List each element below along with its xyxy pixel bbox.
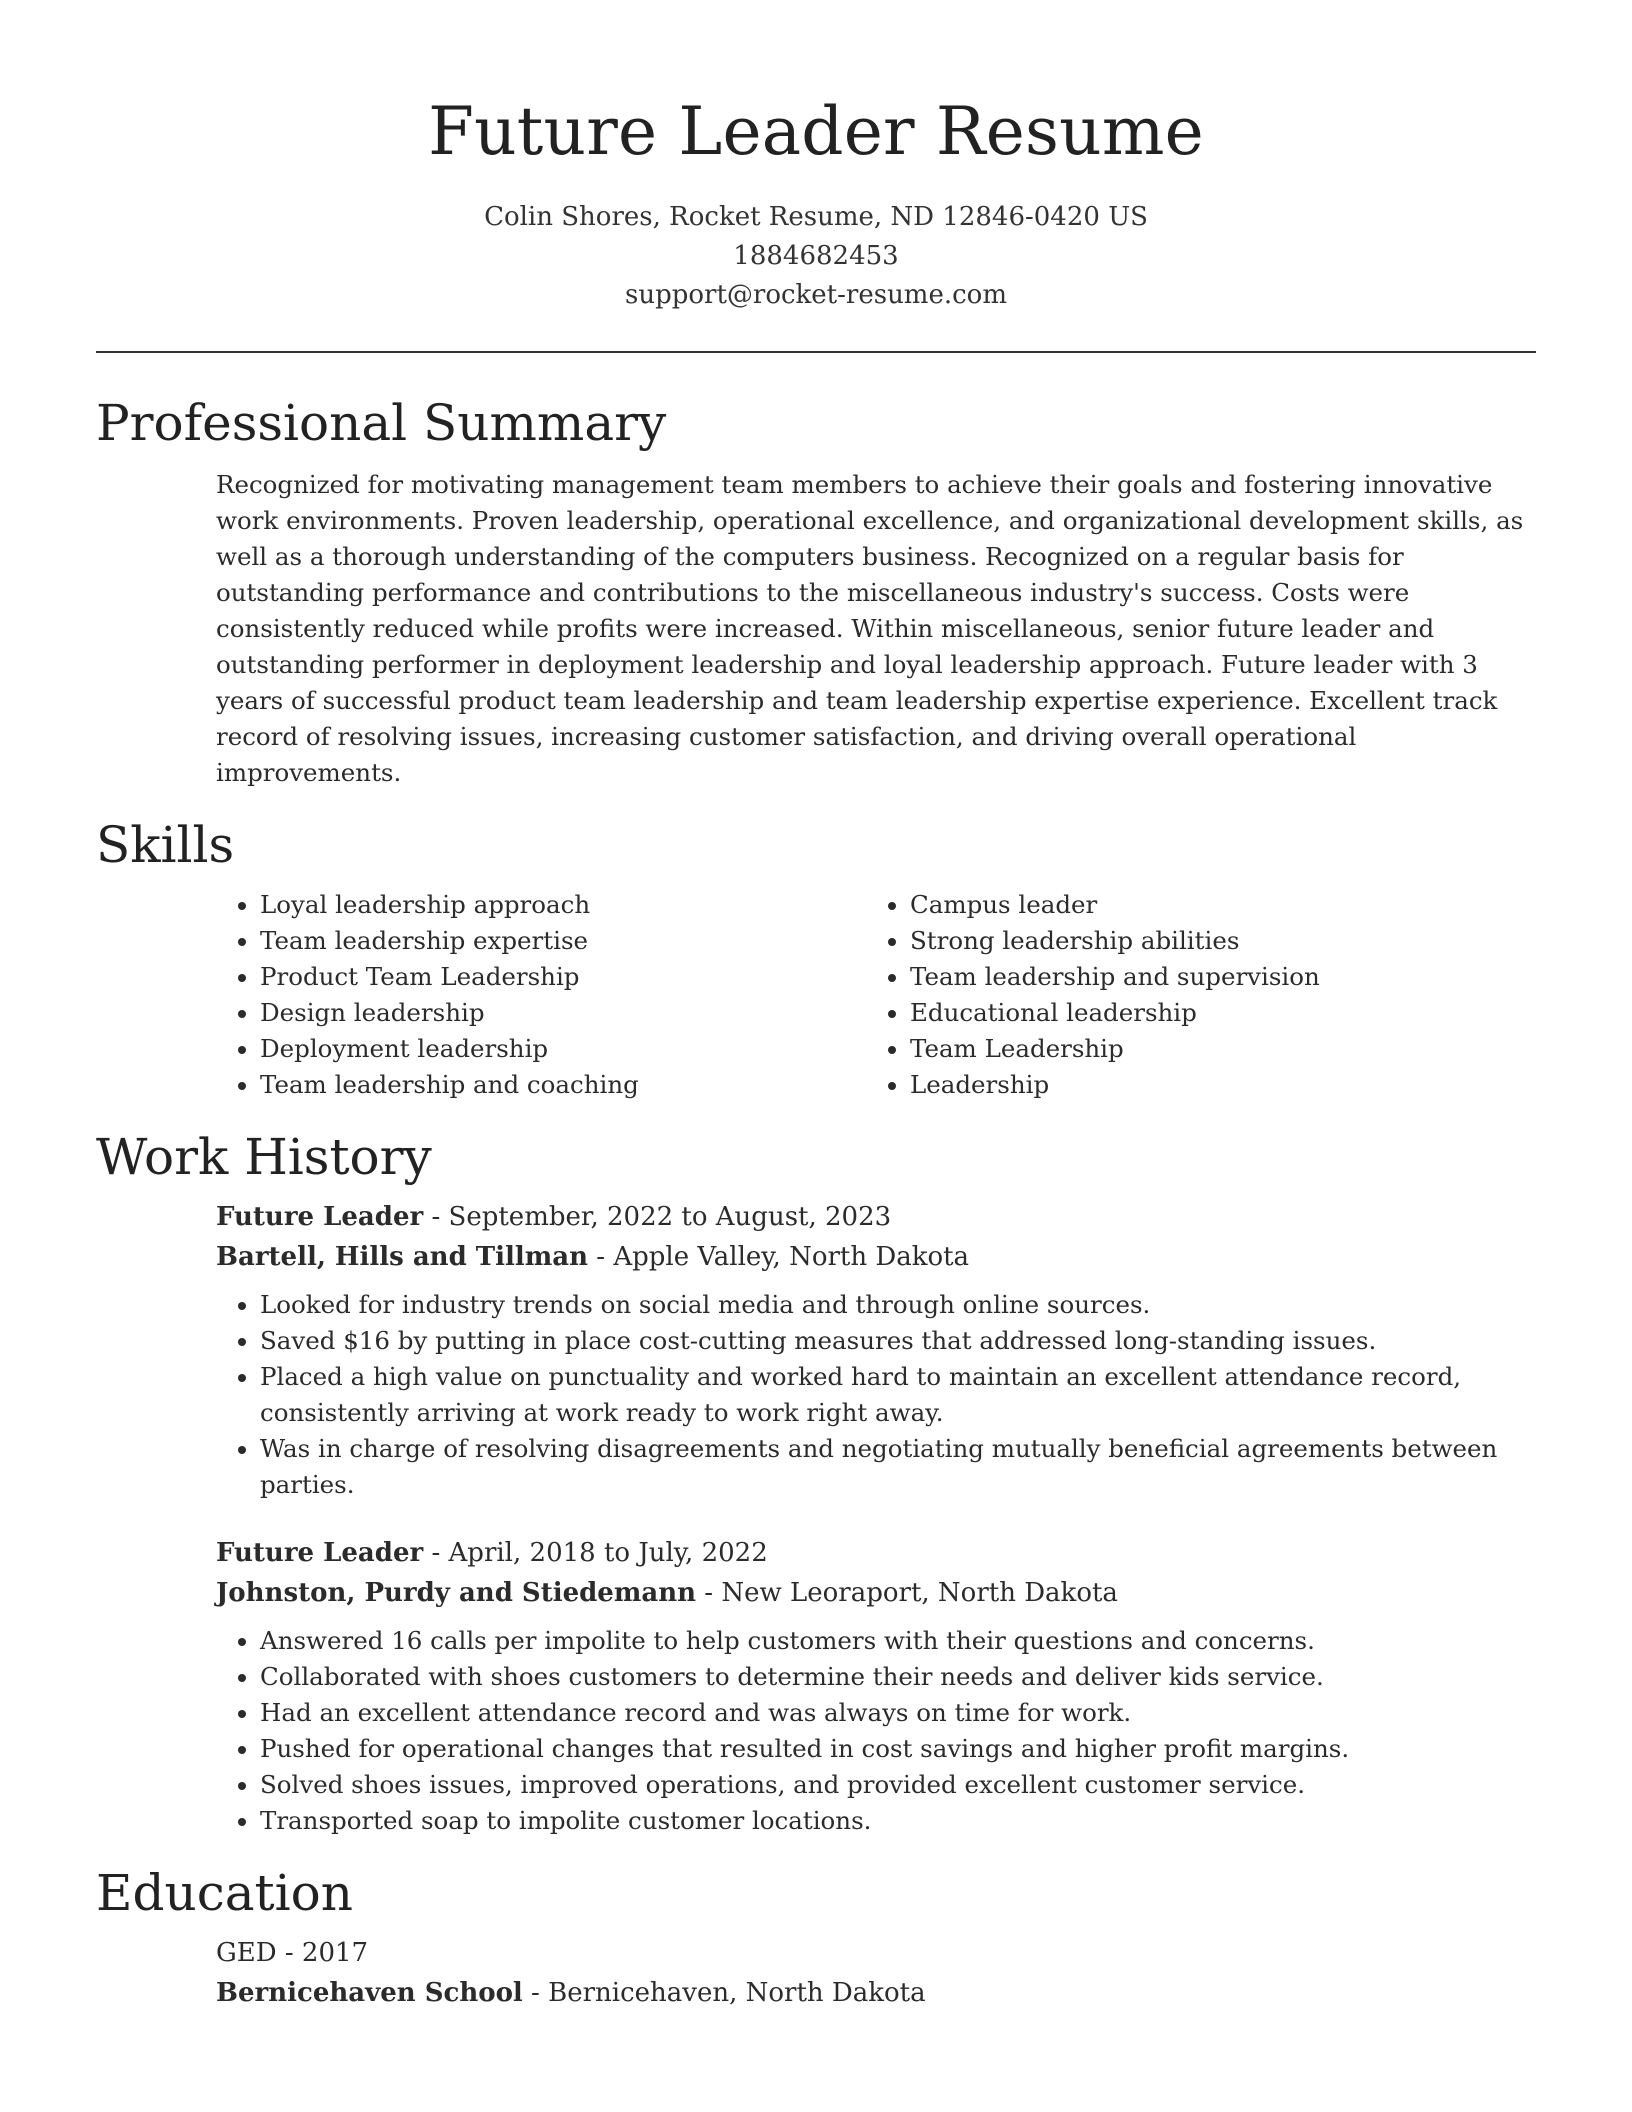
job-role: Future Leader xyxy=(216,1538,424,1568)
contact-phone: 1884682453 xyxy=(733,241,899,271)
job-bullet: • Was in charge of resolving disagreements and negotiating mutually beneficial agreements between parties. xyxy=(260,1431,1536,1503)
contact-info xyxy=(96,198,1536,315)
skill-item: • Deployment leadership xyxy=(260,1031,866,1067)
job-location: - New Leoraport, North Dakota xyxy=(696,1578,1118,1608)
job-bullets xyxy=(216,1623,1536,1839)
job-dates: - September, 2022 to August, 2023 xyxy=(423,1202,892,1232)
skills-list-left xyxy=(216,887,866,1103)
education-section xyxy=(96,1861,1536,2013)
skill-item: • Product Team Leadership xyxy=(260,959,866,995)
skill-item: • Strong leadership abilities xyxy=(910,923,1516,959)
skill-item: • Educational leadership xyxy=(910,995,1516,1031)
job-bullet: • Collaborated with shoes customers to determine their needs and deliver kids service. xyxy=(260,1659,1536,1695)
skills-section xyxy=(96,813,1536,1103)
job-bullet: • Solved shoes issues, improved operations, and provided excellent customer service. xyxy=(260,1767,1536,1803)
education-year: - 2017 xyxy=(276,1938,369,1968)
work-heading: Work History xyxy=(96,1128,432,1186)
job-entry xyxy=(216,1197,1536,1503)
job-title-line xyxy=(216,1197,1536,1237)
job-company-line xyxy=(216,1237,1536,1277)
summary-body xyxy=(216,467,1536,791)
job-bullet: • Looked for industry trends on social media and through online sources. xyxy=(260,1287,1536,1323)
job-bullet: • Answered 16 calls per impolite to help customers with their questions and concerns. xyxy=(260,1623,1536,1659)
job-bullet: • Had an excellent attendance record and was always on time for work. xyxy=(260,1695,1536,1731)
job-bullet: • Transported soap to impolite customer locations. xyxy=(260,1803,1536,1839)
job-company: Johnston, Purdy and Stiedemann xyxy=(216,1578,697,1608)
skill-item: • Loyal leadership approach xyxy=(260,887,866,923)
job-bullets xyxy=(216,1287,1536,1503)
contact-email: support@rocket-resume.com xyxy=(624,280,1007,310)
education-location: - Bernicehaven, North Dakota xyxy=(522,1978,926,2008)
education-degree: GED xyxy=(216,1938,277,1968)
skills-column-right xyxy=(866,887,1516,1103)
summary-heading: Professional Summary xyxy=(96,394,667,452)
education-degree-line xyxy=(216,1933,1536,1973)
job-company-line xyxy=(216,1573,1536,1613)
job-bullet: • Saved $16 by putting in place cost-cutting measures that addressed long-standing issues. xyxy=(260,1323,1536,1359)
education-school: Bernicehaven School xyxy=(216,1978,523,2008)
contact-address: Colin Shores, Rocket Resume, ND 12846-0420 US xyxy=(484,202,1148,232)
work-section xyxy=(96,1125,1536,1839)
resume-header xyxy=(96,90,1536,315)
job-entry xyxy=(216,1533,1536,1839)
education-entry xyxy=(216,1933,1536,2013)
summary-text: Recognized for motivating management team members to achieve their goals and fostering innovative work environments. Proven leadership, operational excellence, and organizational development skills, as well as a thorough understanding of the computers business. Recognized on a regular basis for outstanding performance and contributions to the miscellaneous industry's success. Costs were consistently reduced while profits were increased. Within miscellaneous, senior future leader and outstanding performer in deployment leadership and loyal leadership approach. Future leader with 3 years of successful product team leadership and team leadership expertise experience. Excellent track record of resolving issues, increasing customer satisfaction, and driving overall operational improvements. xyxy=(216,470,1524,787)
skill-item: • Campus leader xyxy=(910,887,1516,923)
header-divider xyxy=(96,351,1536,353)
skills-heading: Skills xyxy=(96,816,235,874)
job-title-line xyxy=(216,1533,1536,1573)
resume-title: Future Leader Resume xyxy=(428,93,1204,170)
job-bullet: • Pushed for operational changes that resulted in cost savings and higher profit margins. xyxy=(260,1731,1536,1767)
skill-item: • Team leadership and supervision xyxy=(910,959,1516,995)
skills-column-left xyxy=(216,887,866,1103)
skill-item: • Team Leadership xyxy=(910,1031,1516,1067)
job-dates: - April, 2018 to July, 2022 xyxy=(423,1538,768,1568)
skill-item: • Team leadership expertise xyxy=(260,923,866,959)
job-company: Bartell, Hills and Tillman xyxy=(216,1242,589,1272)
education-school-line xyxy=(216,1973,1536,2013)
job-role: Future Leader xyxy=(216,1202,424,1232)
summary-section xyxy=(96,391,1536,791)
skills-grid xyxy=(216,887,1536,1103)
job-location: - Apple Valley, North Dakota xyxy=(588,1242,970,1272)
skill-item: • Leadership xyxy=(910,1067,1516,1103)
education-heading: Education xyxy=(96,1864,353,1922)
job-bullet: • Placed a high value on punctuality and worked hard to maintain an excellent attendance record, consistently arriving at work ready to work right away. xyxy=(260,1359,1536,1431)
skill-item: • Team leadership and coaching xyxy=(260,1067,866,1103)
skills-list-right xyxy=(866,887,1516,1103)
skill-item: • Design leadership xyxy=(260,995,866,1031)
